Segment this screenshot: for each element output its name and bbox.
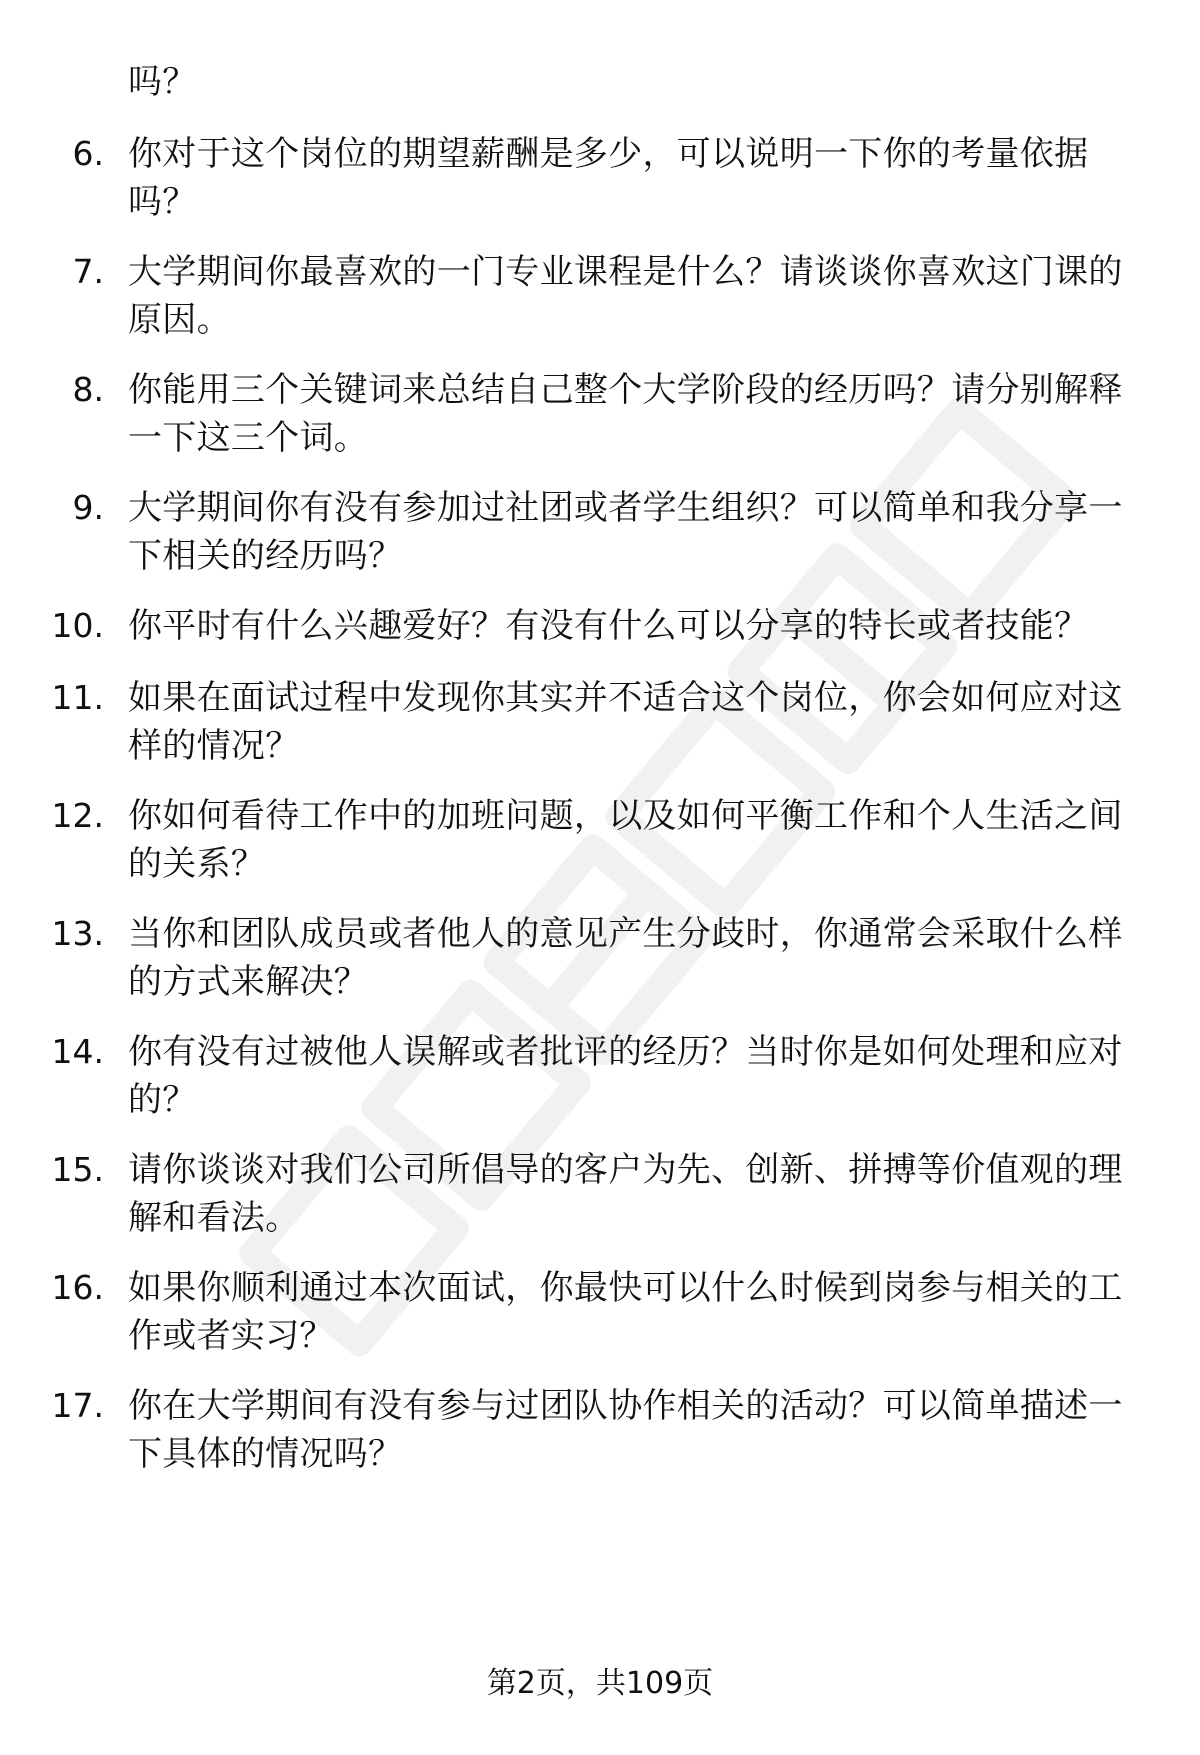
item-text: 你对于这个岗位的期望薪酬是多少，可以说明一下你的考量依据吗？	[128, 134, 1089, 222]
item-text: 你在大学期间有没有参与过团队协作相关的活动？可以简单描述一下具体的情况吗？	[128, 1386, 1123, 1474]
item-text: 请你谈谈对我们公司所倡导的客户为先、创新、拼搏等价值观的理解和看法。	[128, 1150, 1123, 1238]
item-number: 13.	[51, 914, 104, 953]
item-number: 11.	[51, 678, 104, 717]
item-text: 你平时有什么兴趣爱好？有没有什么可以分享的特长或者技能？	[128, 606, 1089, 646]
item-number: 15.	[51, 1150, 104, 1189]
item-number: 7.	[72, 252, 104, 291]
item-text: 你如何看待工作中的加班问题，以及如何平衡工作和个人生活之间的关系？	[128, 796, 1123, 884]
item-number: 9.	[72, 488, 104, 527]
item-number: 10.	[51, 606, 104, 645]
item-text: 大学期间你最喜欢的一门专业课程是什么？请谈谈你喜欢这门课的原因。	[128, 252, 1123, 340]
item-number: 8.	[72, 370, 104, 409]
item-text: 如果你顺利通过本次面试，你最快可以什么时候到岗参与相关的工作或者实习？	[128, 1268, 1123, 1356]
page-footer: 第2页，共109页	[486, 1666, 714, 1701]
item-text: 你有没有过被他人误解或者批评的经历？当时你是如何处理和应对的？	[128, 1032, 1123, 1120]
item-number: 17.	[51, 1386, 104, 1425]
item-text: 如果在面试过程中发现你其实并不适合这个岗位，你会如何应对这样的情况？	[128, 678, 1123, 766]
item-text: 你能用三个关键词来总结自己整个大学阶段的经历吗？请分别解释一下这三个词。	[128, 370, 1123, 458]
item-text: 大学期间你有没有参加过社团或者学生组织？可以简单和我分享一下相关的经历吗？	[128, 488, 1123, 576]
item-number: 14.	[51, 1032, 104, 1071]
item-text: 当你和团队成员或者他人的意见产生分歧时，你通常会采取什么样的方式来解决？	[128, 914, 1123, 1002]
item-number: 6.	[72, 134, 104, 173]
item-number: 12.	[51, 796, 104, 835]
item-text: 吗？	[128, 62, 197, 102]
item-number: 16.	[51, 1268, 104, 1307]
